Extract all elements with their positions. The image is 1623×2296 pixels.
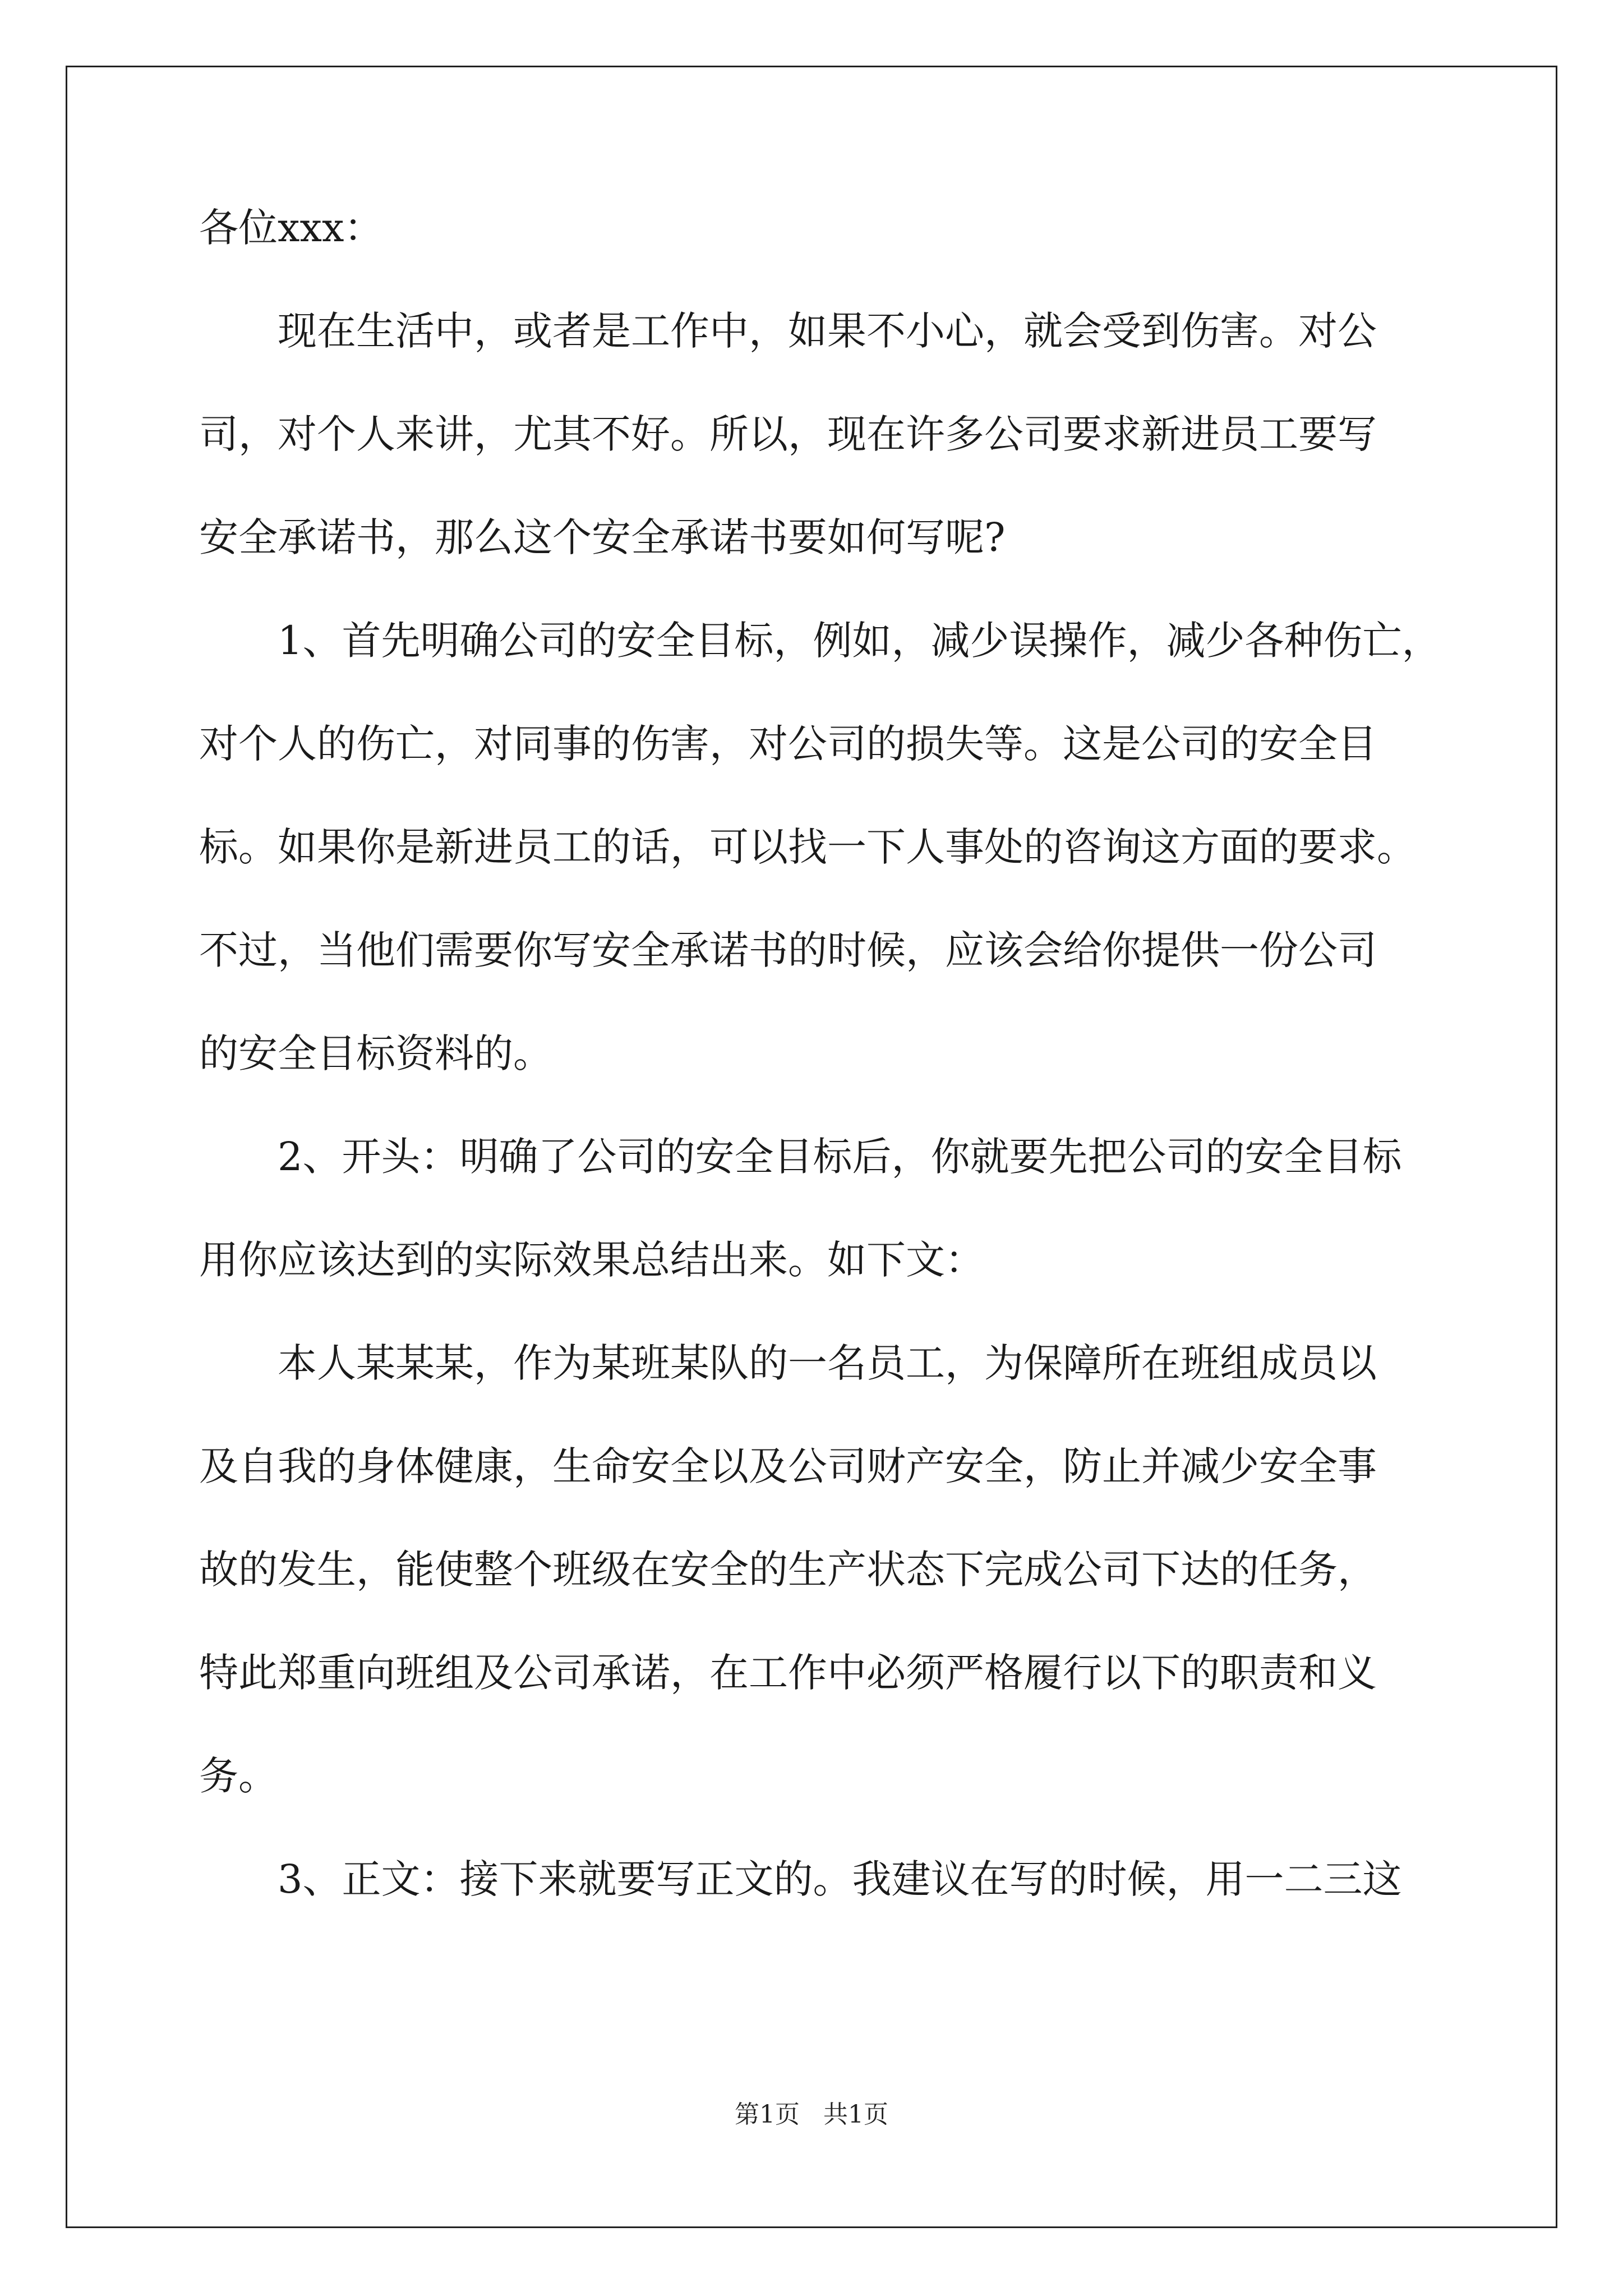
paragraph-gap [199,563,1425,615]
text-line: 司，对个人来讲，尤其不好。所以，现在许多公司要求新进员工要写 [199,411,1377,457]
paragraph-step-3 [199,1853,1425,1905]
text-line: 1、首先明确公司的安全目标，例如，减少误操作，减少各种伤亡， [278,618,1441,664]
text-line: 故的发生，能使整个班级在安全的生产状态下完成公司下达的任务， [199,1547,1377,1593]
line-gap [199,1182,1425,1234]
line-gap [199,976,1425,1028]
document-body [199,202,1441,1905]
text-line: 2、开头：明确了公司的安全目标后，你就要先把公司的安全目标 [278,1134,1402,1180]
text-line: 对个人的伤亡，对同事的伤害，对公司的损失等。这是公司的安全目 [199,721,1377,767]
greeting: 各位xxx： [199,205,384,251]
text-line: 用你应该达到的实际效果总结出来。如下文： [199,1237,984,1283]
line-gap [199,460,1425,512]
text-line: 的安全目标资料的。 [199,1030,552,1076]
paragraph-step-2 [199,1131,1425,1286]
line-gap [199,1389,1425,1441]
page-number-footer: 第1页 共1页 [735,2100,888,2129]
text-line: 本人某某某，作为某班某队的一名员工，为保障所在班组成员以 [278,1340,1377,1386]
text-line: 不过，当他们需要你写安全承诺书的时候，应该会给你提供一份公司 [199,927,1377,973]
paragraph-intro [199,305,1425,563]
line-gap [199,873,1425,924]
paragraph-sample [199,1337,1425,1802]
paragraph-gap [199,1079,1425,1131]
line-gap [199,770,1425,821]
text-line: 3、正文：接下来就要写正文的。我建议在写的时候，用一二三这 [278,1856,1402,1902]
paragraph-gap [199,1802,1425,1853]
line-gap [199,1492,1425,1544]
text-line: 安全承诺书，那么这个安全承诺书要如何写呢? [199,514,1006,560]
text-line: 务。 [199,1753,278,1799]
line-gap [199,357,1425,408]
text-line: 特此郑重向班组及公司承诺，在工作中必须严格履行以下的职责和义 [199,1650,1377,1696]
line-gap [199,666,1425,718]
paragraph-step-1 [199,615,1441,1079]
paragraph-gap [199,1286,1425,1337]
line-gap [199,1595,1425,1647]
text-line: 现在生活中，或者是工作中，如果不小心，就会受到伤害。对公 [278,308,1377,354]
text-line: 标。如果你是新进员工的话，可以找一下人事处的咨询这方面的要求。 [199,824,1416,870]
paragraph-gap [199,254,1425,305]
text-line: 及自我的身体健康，生命安全以及公司财产安全，防止并减少安全事 [199,1443,1377,1489]
line-gap [199,1699,1425,1750]
